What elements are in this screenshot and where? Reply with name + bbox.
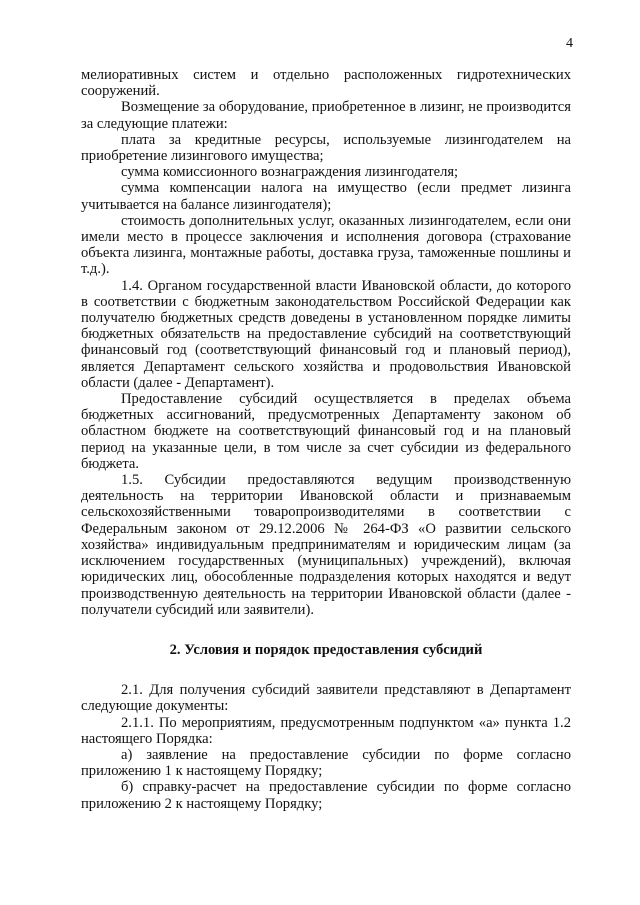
paragraph: 1.4. Органом государственной власти Ивановской области, до которого в соответствии с бюджетным законодательством Российской Федерации как получателю бюджетных средств доведены в установленном порядке лимиты бюджетных обязательств на предоставление субсидий на соответствующий финансовый год (соответствующий финансовый год и плановый период), является Департамент сельского хозяйства и продовольствия Ивановской области (далее - Департамент). <box>81 277 571 391</box>
paragraph: Возмещение за оборудование, приобретенное в лизинг, не производится за следующие платежи: <box>81 99 571 132</box>
paragraph: а) заявление на предоставление субсидии по форме согласно приложению 1 к настоящему Порядку; <box>81 746 571 780</box>
page-number: 4 <box>566 36 573 51</box>
paragraph: плата за кредитные ресурсы, используемые лизингодателем на приобретение лизингового имущества; <box>81 131 571 165</box>
paragraph: сумма комиссионного вознаграждения лизингодателя; <box>121 164 459 181</box>
paragraph: б) справку-расчет на предоставление субсидии по форме согласно приложению 2 к настоящему Порядку; <box>81 779 571 812</box>
paragraph: 1.5. Субсидии предоставляются ведущим производственную деятельность на территории Ивановской области и признаваемым сельскохозяйственными товаропроизводителями в соответствии с Федеральным законом от 29.12.2006 № 264-ФЗ «О развитии сельского хозяйства» индивидуальным предпринимателям и юридическим лицам (за исключением государственных (муниципальных) учреждений), включая юридических лиц, обособленные подразделения которых находятся и ведут производственную деятельность на территории Ивановской области (далее - получатели субсидий или заявители). <box>81 472 571 618</box>
paragraph: сумма компенсации налога на имущество (если предмет лизинга учитывается на балансе лизингодателя); <box>81 180 571 213</box>
paragraph: Предоставление субсидий осуществляется в пределах объема бюджетных ассигнований, предусмотренных Департаменту законом об областном бюджете на соответствующий финансовый год и на плановый период на указанные цели, в том числе за счет субсидии из федерального бюджета. <box>81 391 571 472</box>
paragraph: мелиоративных систем и отдельно расположенных гидротехнических сооружений. <box>81 67 571 100</box>
paragraph: стоимость дополнительных услуг, оказанных лизингодателем, если они имели место в процессе заключения и исполнения договора (страхование объекта лизинга, монтажные работы, доставка груза, таможенные пошлины и т.д.). <box>81 212 571 278</box>
paragraph: 2.1.1. По мероприятиям, предусмотренным подпунктом «а» пункта 1.2 настоящего Порядка: <box>81 714 571 747</box>
document-body <box>81 67 571 812</box>
paragraph: 2.1. Для получения субсидий заявители представляют в Департамент следующие документы: <box>81 682 571 715</box>
section-heading: 2. Условия и порядок предоставления субсидий <box>169 641 483 658</box>
